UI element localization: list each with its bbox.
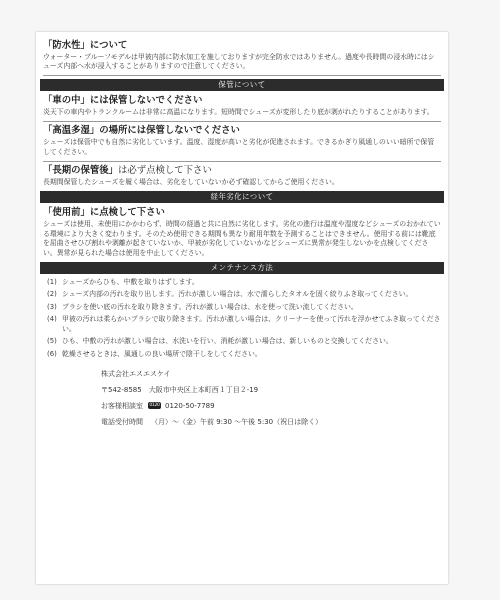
step-text: 乾燥させるときは、風通しの良い場所で陰干しをしてください。: [62, 349, 262, 358]
reception-hours: [101, 417, 441, 427]
section-banner: メンテナンス方法: [40, 262, 444, 274]
maintenance-step: [47, 315, 441, 334]
section: [43, 40, 441, 76]
item-body: シューズは使用、未使用にかかわらず、時間の経過と共に自然に劣化します。劣化の進行は温度や湿度などシューズのおかれている環境により大きく変わります。そのため使用できる期間も異なり耐用年数を予測することはできません。使用する前には靴底を屈曲させひび割れや剥離が起きていないか、甲被が劣化していないかなどシューズに異常が発生しないかを点検してください。異常が見られた場合は使用を中止してください。: [43, 220, 441, 257]
step-text: シューズ内部の汚れを取り出します。汚れが激しい場合は、水で濡らしたタオルを固く絞りふき取ってください。: [62, 290, 413, 299]
item-heading: [43, 40, 441, 52]
item-heading-main: 「高温多湿」の場所には保管しないでください: [43, 125, 240, 137]
hours-time: 午前 9:30 ～午後 5:30（祝日は除く）: [200, 417, 323, 426]
item-body: 炎天下の車内やトランクルームは非常に高温になります。短時間でシューズが変形したり底が剥がれたりすることがあります。: [43, 107, 434, 116]
step-number: (3): [47, 302, 57, 311]
section-banner: 保管について: [40, 79, 444, 91]
info-item: [43, 40, 441, 76]
consult-label: お客様相談室: [101, 401, 143, 410]
info-item: [43, 121, 441, 157]
item-body: シューズは保管中でも自然に劣化しています。温度、湿度が高いと劣化が促進されます。できるかぎり風通しのいい暗所で保管してください。: [43, 138, 435, 156]
step-number: (5): [47, 337, 57, 346]
item-heading-tail: は必ず点検して下さい: [118, 165, 212, 177]
item-heading: [43, 125, 441, 137]
maintenance-step: [47, 303, 441, 312]
hours-label: 電話受付時間: [101, 417, 143, 426]
item-heading: [43, 207, 441, 219]
step-number: (4): [47, 315, 57, 324]
consult-phone: 0120-50-7789: [165, 401, 215, 410]
item-heading: [43, 95, 441, 107]
consultation-line: [101, 401, 441, 411]
section: [43, 262, 441, 359]
step-text: シューズからひも、中敷を取りはずします。: [62, 278, 199, 287]
section: [43, 191, 441, 258]
instruction-sheet: [36, 32, 448, 584]
section-banner: 経年劣化について: [40, 191, 444, 203]
sections-container: [43, 40, 441, 359]
maintenance-step: [47, 350, 441, 359]
freedial-icon: 0120: [149, 403, 160, 409]
item-heading-main: 「防水性」について: [43, 40, 128, 51]
item-heading-main: 「使用前」に点検して下さい: [43, 207, 165, 219]
step-text: 甲被の汚れは柔らかいブラシで取り除きます。汚れが激しい場合は、クリーナーを使って汚れを浮かせてふき取ってください。: [62, 315, 441, 333]
section: [43, 79, 441, 188]
item-heading-main: 「長期の保管後」: [43, 165, 119, 177]
item-body: ウォーター・プルーフモデルは甲被内部に防水加工を施しておりますが完全防水ではありません。過度や長時間の浸水時にはシューズ内部へ水が浸入することがありますので注意してください。: [43, 53, 435, 71]
maintenance-step: [47, 278, 441, 287]
item-body: 長期間保管したシューズを履く場合は、劣化をしていないか必ず確認してからご使用ください。: [43, 178, 339, 187]
company-info: [43, 369, 441, 427]
step-number: (1): [47, 278, 57, 287]
maintenance-step: [47, 337, 441, 346]
maintenance-step: [47, 290, 441, 299]
hours-days: （月）～（金）: [151, 417, 200, 426]
company-address: 〒542-8585 大阪市中央区上本町西１丁目２-19: [101, 385, 259, 394]
step-text: ブラシを使い底の汚れを取り除きます。汚れが激しい場合は、水を使って洗い流してください。: [62, 302, 358, 311]
info-item: [43, 161, 441, 187]
info-item: [43, 207, 441, 258]
item-heading: [43, 165, 441, 177]
company-name: 株式会社エスエスケイ: [101, 369, 171, 378]
step-number: (6): [47, 349, 57, 358]
item-heading-main: 「車の中」には保管しないでください: [43, 94, 203, 106]
step-number: (2): [47, 290, 57, 299]
info-item: [43, 95, 441, 117]
step-text: ひも、中敷の汚れが激しい場合は、水洗いを行い、消耗が激しい場合は、新しいものと交換してください。: [62, 337, 393, 346]
